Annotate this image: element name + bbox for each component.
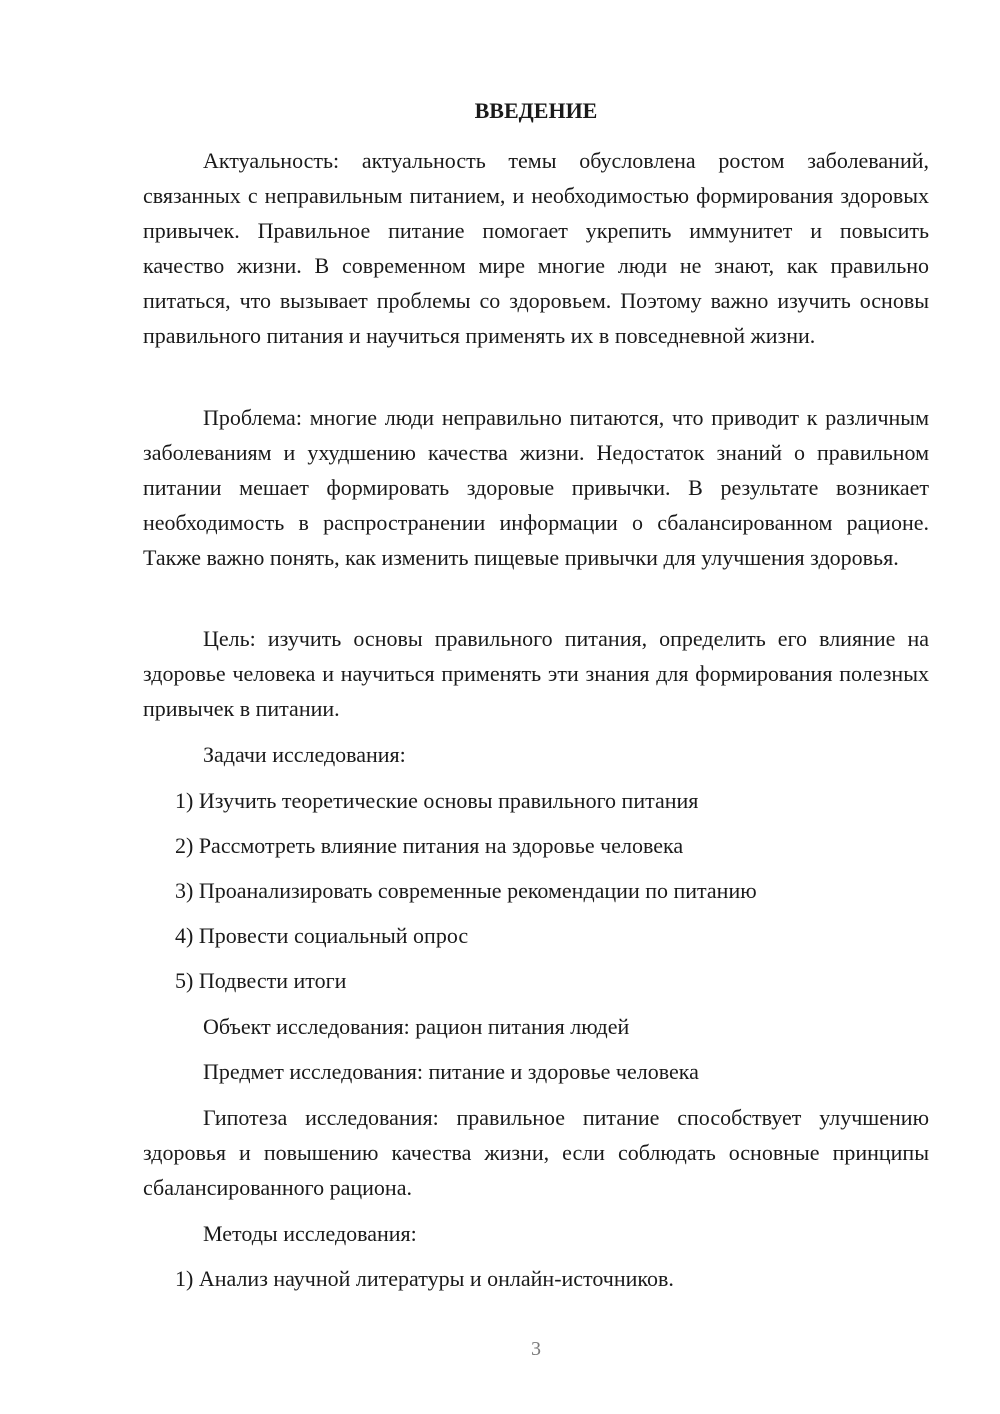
task-item: 2) Рассмотреть влияние питания на здоровье человека xyxy=(175,833,684,858)
research-object: Объект исследования: рацион питания людей xyxy=(203,1014,630,1039)
task-item: 1) Изучить теоретические основы правильного питания xyxy=(175,788,699,813)
page-number: 3 xyxy=(531,1338,541,1360)
problem-paragraph: Проблема: многие люди неправильно питаются, что приводит к различным заболеваниям и ухудшению качества жизни. Недостаток знаний о правильном питании мешает формировать здоровые привычки. В результате возникает необходимость в распространении информации о сбалансированном рационе. Также важно понять, как изменить пищевые привычки для улучшения здоровья. xyxy=(143,405,929,570)
task-item: 4) Провести социальный опрос xyxy=(175,923,469,948)
research-subject: Предмет исследования: питание и здоровье человека xyxy=(203,1059,699,1084)
task-item: 3) Проанализировать современные рекомендации по питанию xyxy=(175,878,757,903)
relevance-paragraph: Актуальность: актуальность темы обусловлена ростом заболеваний, связанных с неправильным питанием, и необходимостью формирования здоровых привычек. Правильное питание помогает укрепить иммунитет и повысить качество жизни. В современном мире многие люди не знают, как правильно питаться, что вызывает проблемы со здоровьем. Поэтому важно изучить основы правильного питания и научиться применять их в повседневной жизни. xyxy=(143,148,929,348)
goal-paragraph: Цель: изучить основы правильного питания, определить его влияние на здоровье человека и научиться применять эти знания для формирования полезных привычек в питании. xyxy=(143,626,929,721)
hypothesis-paragraph: Гипотеза исследования: правильное питание способствует улучшению здоровья и повышению качества жизни, если соблюдать основные принципы сбалансированного рациона. xyxy=(143,1105,929,1200)
tasks-heading: Задачи исследования: xyxy=(203,742,406,767)
task-item: 5) Подвести итоги xyxy=(175,968,347,993)
method-item: 1) Анализ научной литературы и онлайн-источников. xyxy=(175,1266,674,1291)
page-title: ВВЕДЕНИЕ xyxy=(474,98,598,123)
methods-heading: Методы исследования: xyxy=(203,1221,417,1246)
